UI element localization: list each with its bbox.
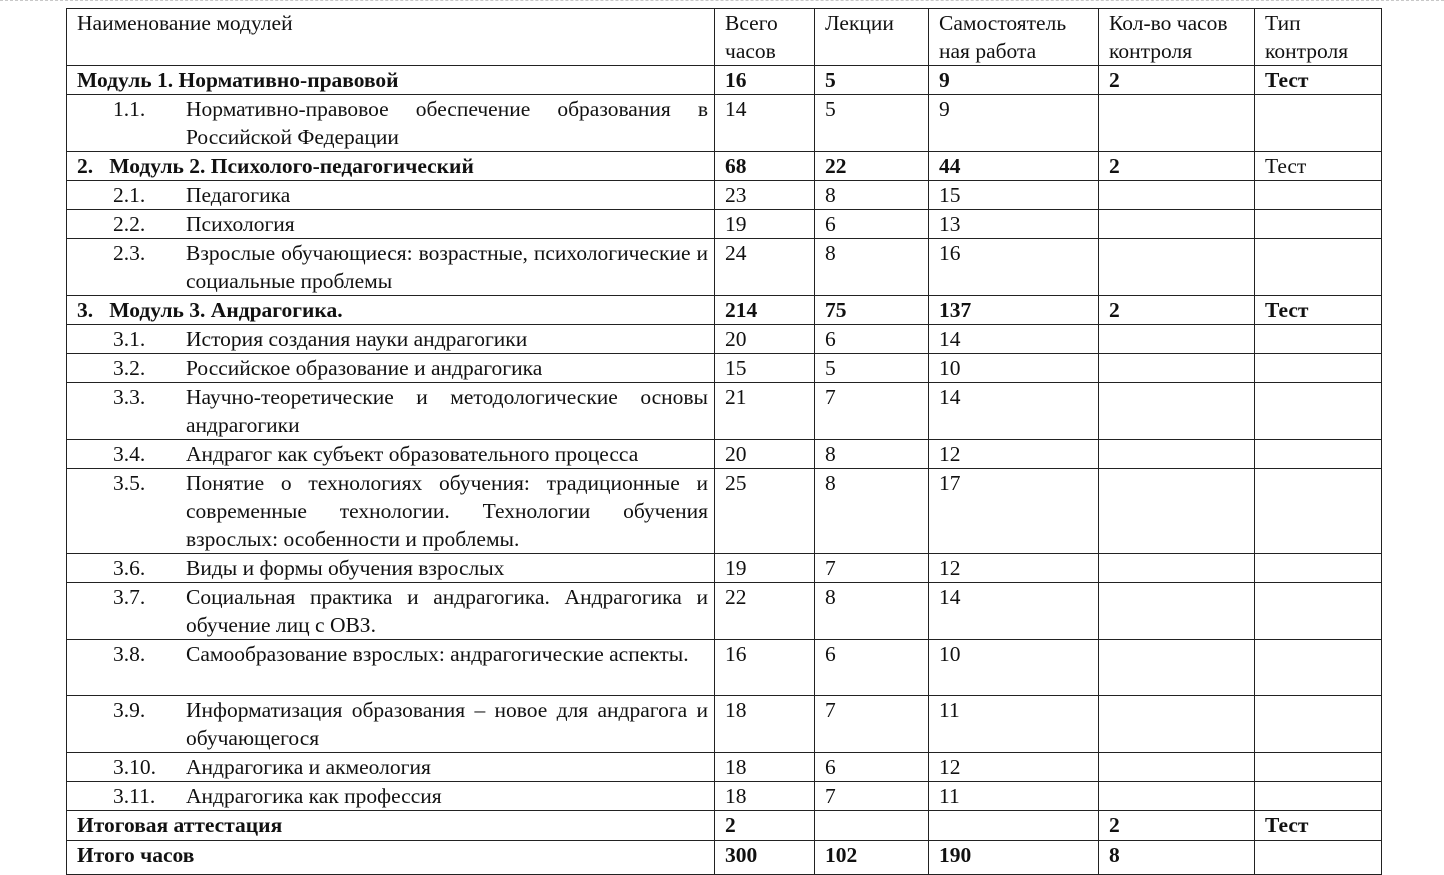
topic-cell [67,210,715,239]
control-hours [1099,325,1255,354]
lecture-hours: 75 [815,296,929,325]
lecture-hours: 8 [815,469,929,554]
control-type [1255,554,1382,583]
total-row [67,841,1382,875]
control-hours [1099,95,1255,152]
self-study-hours: 9 [929,66,1099,95]
self-study-hours: 10 [929,354,1099,383]
self-study-hours: 190 [929,841,1099,875]
control-type [1255,469,1382,554]
control-hours: 2 [1099,296,1255,325]
total-hours: 20 [715,440,815,469]
topic-number: 3.3. [113,385,146,409]
topic-cell [67,354,715,383]
control-hours [1099,640,1255,696]
control-hours [1099,354,1255,383]
topic-cell [67,583,715,640]
topic-cell [67,640,715,696]
module-title: Модуль 1. Нормативно-правовой [67,66,715,95]
topic-title: Психология [186,212,295,236]
page-top-edge [0,0,1444,4]
self-study-hours: 12 [929,554,1099,583]
topic-number: 3.1. [113,327,146,351]
topic-row [67,440,1382,469]
control-type: Тест [1255,66,1382,95]
topic-row [67,210,1382,239]
final-attestation-row [67,811,1382,841]
header-name: Наименование модулей [67,9,715,66]
lecture-hours: 7 [815,554,929,583]
control-hours [1099,696,1255,753]
topic-cell [67,95,715,152]
module-title: 2. Модуль 2. Психолого-педагогический [67,152,715,181]
topic-cell [67,325,715,354]
lecture-hours: 5 [815,66,929,95]
control-type [1255,440,1382,469]
total-hours: 18 [715,753,815,782]
control-hours [1099,383,1255,440]
topic-row [67,239,1382,296]
lecture-hours: 6 [815,640,929,696]
self-study-hours: 44 [929,152,1099,181]
topic-row [67,640,1382,696]
self-study-hours: 12 [929,440,1099,469]
topic-cell [67,383,715,440]
lecture-hours: 8 [815,440,929,469]
topic-title: Нормативно-правовое обеспечение образования в Российской Федерации [186,97,708,149]
control-hours: 8 [1099,841,1255,875]
lecture-hours: 7 [815,696,929,753]
self-study-hours: 13 [929,210,1099,239]
lecture-hours: 8 [815,181,929,210]
control-hours [1099,239,1255,296]
topic-row [67,325,1382,354]
self-study-hours: 12 [929,753,1099,782]
topic-title: История создания науки андрагогики [186,327,528,351]
total-hours: 20 [715,325,815,354]
self-study-hours: 11 [929,782,1099,811]
self-study-hours: 14 [929,583,1099,640]
control-hours: 2 [1099,66,1255,95]
control-hours [1099,554,1255,583]
control-hours [1099,469,1255,554]
self-study-hours: 17 [929,469,1099,554]
topic-number: 2.2. [113,212,146,236]
self-study-hours: 11 [929,696,1099,753]
topic-row [67,95,1382,152]
topic-title: Российское образование и андрагогика [186,356,543,380]
lecture-hours: 102 [815,841,929,875]
control-type [1255,640,1382,696]
topic-title: Социальная практика и андрагогика. Андрагогика и обучение лиц с ОВЗ. [186,585,708,637]
lecture-hours: 22 [815,152,929,181]
header-control-hours: Кол-во часов контроля [1099,9,1255,66]
total-hours: 18 [715,782,815,811]
total-title: Итого часов [67,841,715,875]
topic-title: Самообразование взрослых: андрагогические аспекты. [186,642,689,666]
total-hours: 19 [715,554,815,583]
control-type [1255,354,1382,383]
topic-number: 3.9. [113,698,146,722]
topic-row [67,181,1382,210]
control-hours: 2 [1099,811,1255,841]
total-hours: 18 [715,696,815,753]
total-hours: 300 [715,841,815,875]
total-hours: 14 [715,95,815,152]
control-type: Тест [1255,152,1382,181]
control-type [1255,325,1382,354]
lecture-hours: 6 [815,210,929,239]
self-study-hours: 9 [929,95,1099,152]
header-control-type: Тип контроля [1255,9,1382,66]
total-hours: 19 [715,210,815,239]
control-type [1255,383,1382,440]
topic-cell [67,469,715,554]
topic-number: 3.11. [113,784,156,808]
topic-row [67,554,1382,583]
topic-cell [67,181,715,210]
self-study-hours: 15 [929,181,1099,210]
total-hours: 16 [715,66,815,95]
total-hours: 21 [715,383,815,440]
topic-number: 3.10. [113,755,156,779]
topic-number: 2.3. [113,241,146,265]
topic-row [67,354,1382,383]
module-row [67,296,1382,325]
self-study-hours: 10 [929,640,1099,696]
control-hours [1099,440,1255,469]
topic-cell [67,239,715,296]
control-type [1255,239,1382,296]
topic-cell [67,753,715,782]
total-hours: 16 [715,640,815,696]
topic-title: Виды и формы обучения взрослых [186,556,505,580]
topic-title: Андрагогика как профессия [186,784,442,808]
control-type [1255,583,1382,640]
topic-number: 3.7. [113,585,146,609]
control-type [1255,753,1382,782]
control-type [1255,210,1382,239]
topic-title: Информатизация образования – новое для андрагога и обучающегося [186,698,708,750]
topic-row [67,753,1382,782]
self-study-hours [929,811,1099,841]
control-hours [1099,753,1255,782]
topic-title: Понятие о технологиях обучения: традиционные и современные технологии. Технологии обучения взрослых: особенности и проблемы. [186,471,708,551]
header-row [67,9,1382,66]
control-hours [1099,583,1255,640]
control-hours [1099,181,1255,210]
topic-title: Педагогика [186,183,291,207]
topic-number: 3.8. [113,642,146,666]
topic-row [67,469,1382,554]
module-number: 2. [77,154,94,178]
control-type: Тест [1255,296,1382,325]
header-self-study: Самостоятель ная работа [929,9,1099,66]
topic-row [67,696,1382,753]
topic-cell [67,554,715,583]
total-hours: 2 [715,811,815,841]
control-type [1255,181,1382,210]
curriculum-table [66,8,1382,875]
module-row [67,152,1382,181]
total-hours: 68 [715,152,815,181]
control-hours [1099,782,1255,811]
lecture-hours: 7 [815,782,929,811]
topic-number: 3.2. [113,356,146,380]
module-title: 3. Модуль 3. Андрагогика. [67,296,715,325]
topic-number: 3.4. [113,442,146,466]
topic-row [67,583,1382,640]
lecture-hours: 5 [815,354,929,383]
module-row [67,66,1382,95]
control-type [1255,696,1382,753]
topic-title: Андрагог как субъект образовательного процесса [186,442,639,466]
header-lectures: Лекции [815,9,929,66]
total-hours: 25 [715,469,815,554]
total-hours: 15 [715,354,815,383]
total-hours: 23 [715,181,815,210]
lecture-hours: 6 [815,753,929,782]
control-hours: 2 [1099,152,1255,181]
module-number: 3. [77,298,94,322]
self-study-hours: 16 [929,239,1099,296]
total-hours: 214 [715,296,815,325]
topic-cell [67,696,715,753]
topic-title: Андрагогика и акмеология [186,755,431,779]
control-type [1255,782,1382,811]
self-study-hours: 137 [929,296,1099,325]
total-hours: 24 [715,239,815,296]
topic-row [67,782,1382,811]
topic-row [67,383,1382,440]
topic-title: Взрослые обучающиеся: возрастные, психологические и социальные проблемы [186,241,708,293]
lecture-hours: 8 [815,583,929,640]
topic-number: 3.5. [113,471,146,495]
lecture-hours: 5 [815,95,929,152]
lecture-hours [815,811,929,841]
topic-cell [67,782,715,811]
header-total: Всего часов [715,9,815,66]
control-type [1255,841,1382,875]
topic-title: Научно-теоретические и методологические основы андрагогики [186,385,708,437]
self-study-hours: 14 [929,383,1099,440]
final-attestation-title: Итоговая аттестация [67,811,715,841]
lecture-hours: 8 [815,239,929,296]
control-type: Тест [1255,811,1382,841]
control-type [1255,95,1382,152]
control-hours [1099,210,1255,239]
topic-number: 1.1. [113,97,146,121]
lecture-hours: 6 [815,325,929,354]
self-study-hours: 14 [929,325,1099,354]
total-hours: 22 [715,583,815,640]
topic-cell [67,440,715,469]
topic-number: 3.6. [113,556,146,580]
lecture-hours: 7 [815,383,929,440]
topic-number: 2.1. [113,183,146,207]
